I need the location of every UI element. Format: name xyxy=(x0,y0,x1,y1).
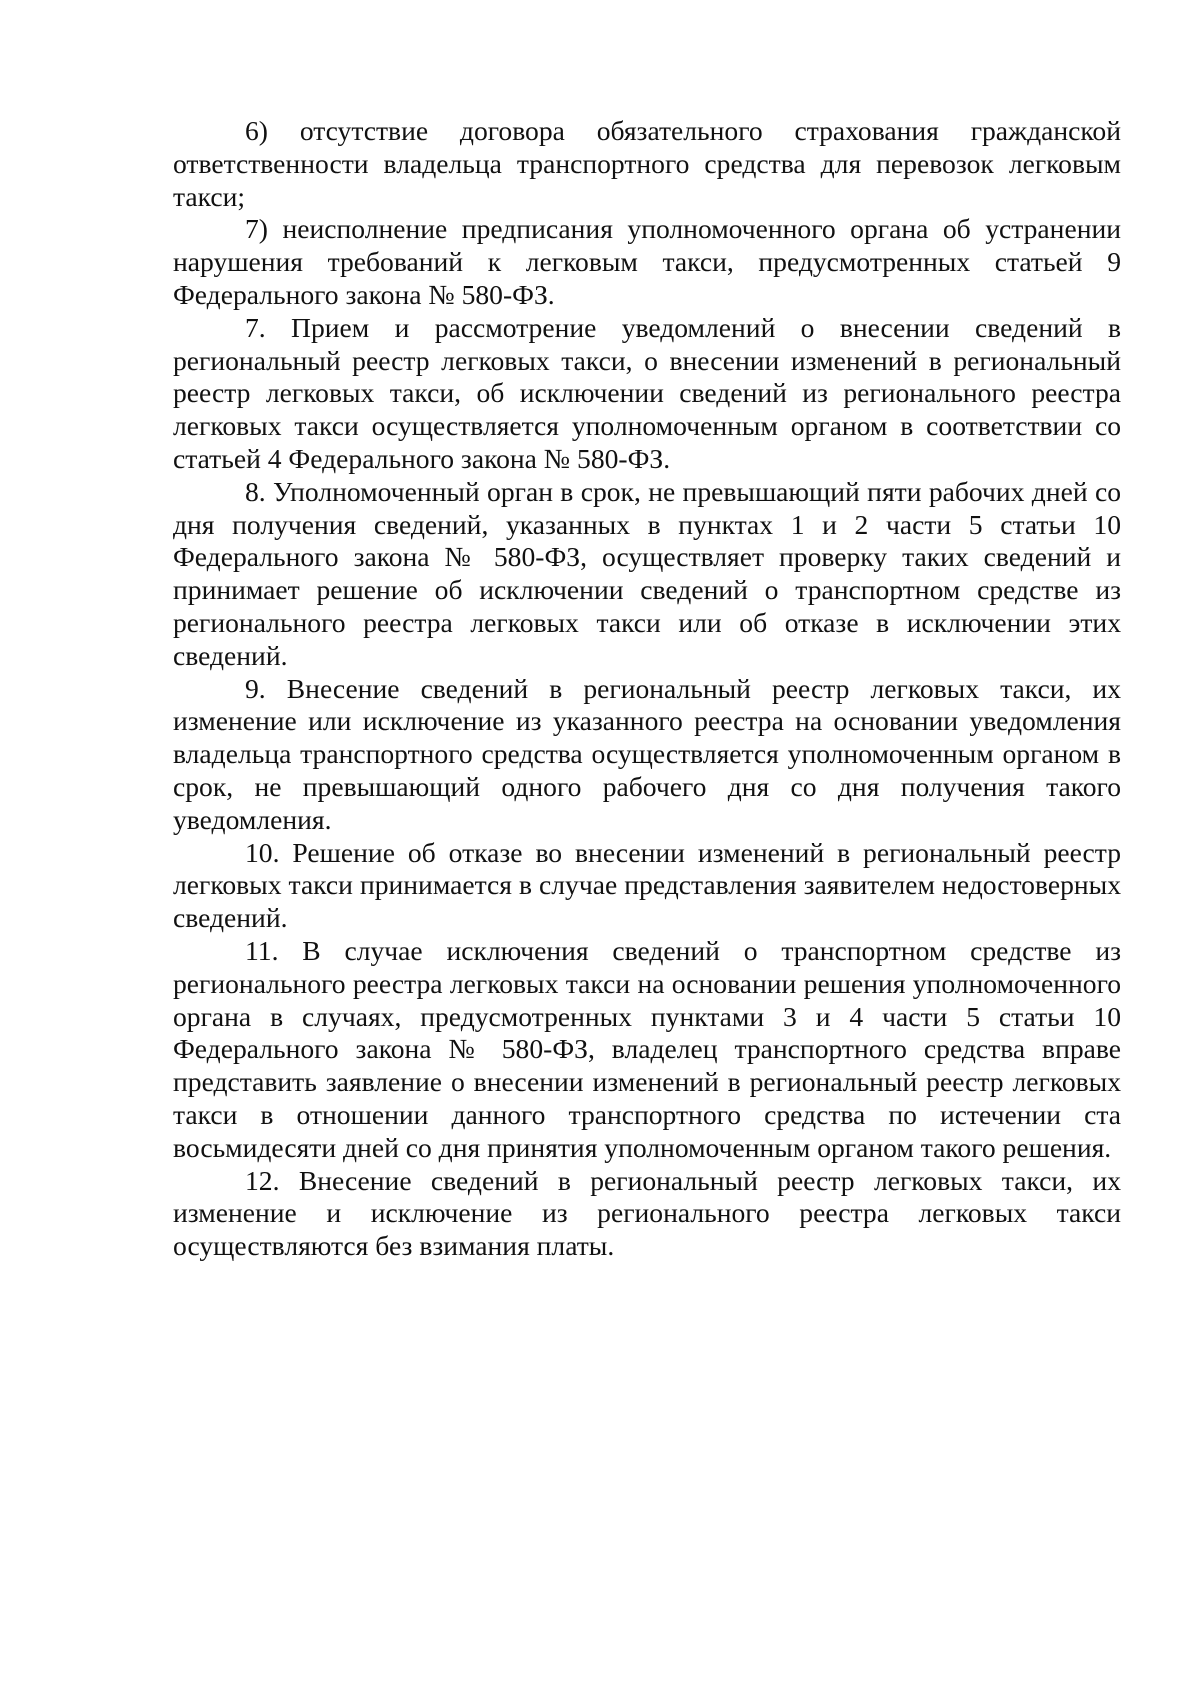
paragraph-item-7: 7) неисполнение предписания уполномоченного органа об устранении нарушения требований к легковым такси, предусмотренных статьей 9 Федерального закона № 580-ФЗ. xyxy=(173,213,1121,310)
paragraph-clause-9: 9. Внесение сведений в региональный реестр легковых такси, их изменение или исключение из указанного реестра на основании уведомления владельца транспортного средства осуществляется уполномоченным органом в срок, не превышающий одного рабочего дня со дня получения такого уведомления. xyxy=(173,672,1121,835)
paragraph-clause-8: 8. Уполномоченный орган в срок, не превышающий пяти рабочих дней со дня получения сведений, указанных в пунктах 1 и 2 части 5 статьи 10 Федерального закона № 580-ФЗ, осуществляет проверку таких сведений и принимает решение об исключении сведений о транспортном средстве из регионального реестра легковых такси или об отказе в исключении этих сведений. xyxy=(173,475,1121,671)
paragraph-clause-10: 10. Решение об отказе во внесении изменений в региональный реестр легковых такси принимается в случае представления заявителем недостоверных сведений. xyxy=(173,836,1121,934)
paragraph-clause-7: 7. Прием и рассмотрение уведомлений о внесении сведений в региональный реестр легковых такси, о внесении изменений в региональный реестр легковых такси, об исключении сведений из регионального реестра легковых такси осуществляется уполномоченным органом в соответствии со статьей 4 Федерального закона № 580-ФЗ. xyxy=(173,311,1121,474)
document-body xyxy=(173,115,1121,1263)
paragraph-item-6: 6) отсутствие договора обязательного страхования гражданской ответственности владельца транспортного средства для перевозок легковым такси; xyxy=(173,115,1121,212)
paragraph-clause-12: 12. Внесение сведений в региональный реестр легковых такси, их изменение и исключение из регионального реестра легковых такси осуществляются без взимания платы. xyxy=(173,1164,1121,1262)
paragraph-clause-11: 11. В случае исключения сведений о транспортном средстве из регионального реестра легковых такси на основании решения уполномоченного органа в случаях, предусмотренных пунктами 3 и 4 части 5 статьи 10 Федерального закона № 580-ФЗ, владелец транспортного средства вправе представить заявление о внесении изменений в региональный реестр легковых такси в отношении данного транспортного средства по истечении ста восьмидесяти дней со дня принятия уполномоченным органом такого решения. xyxy=(173,934,1121,1163)
